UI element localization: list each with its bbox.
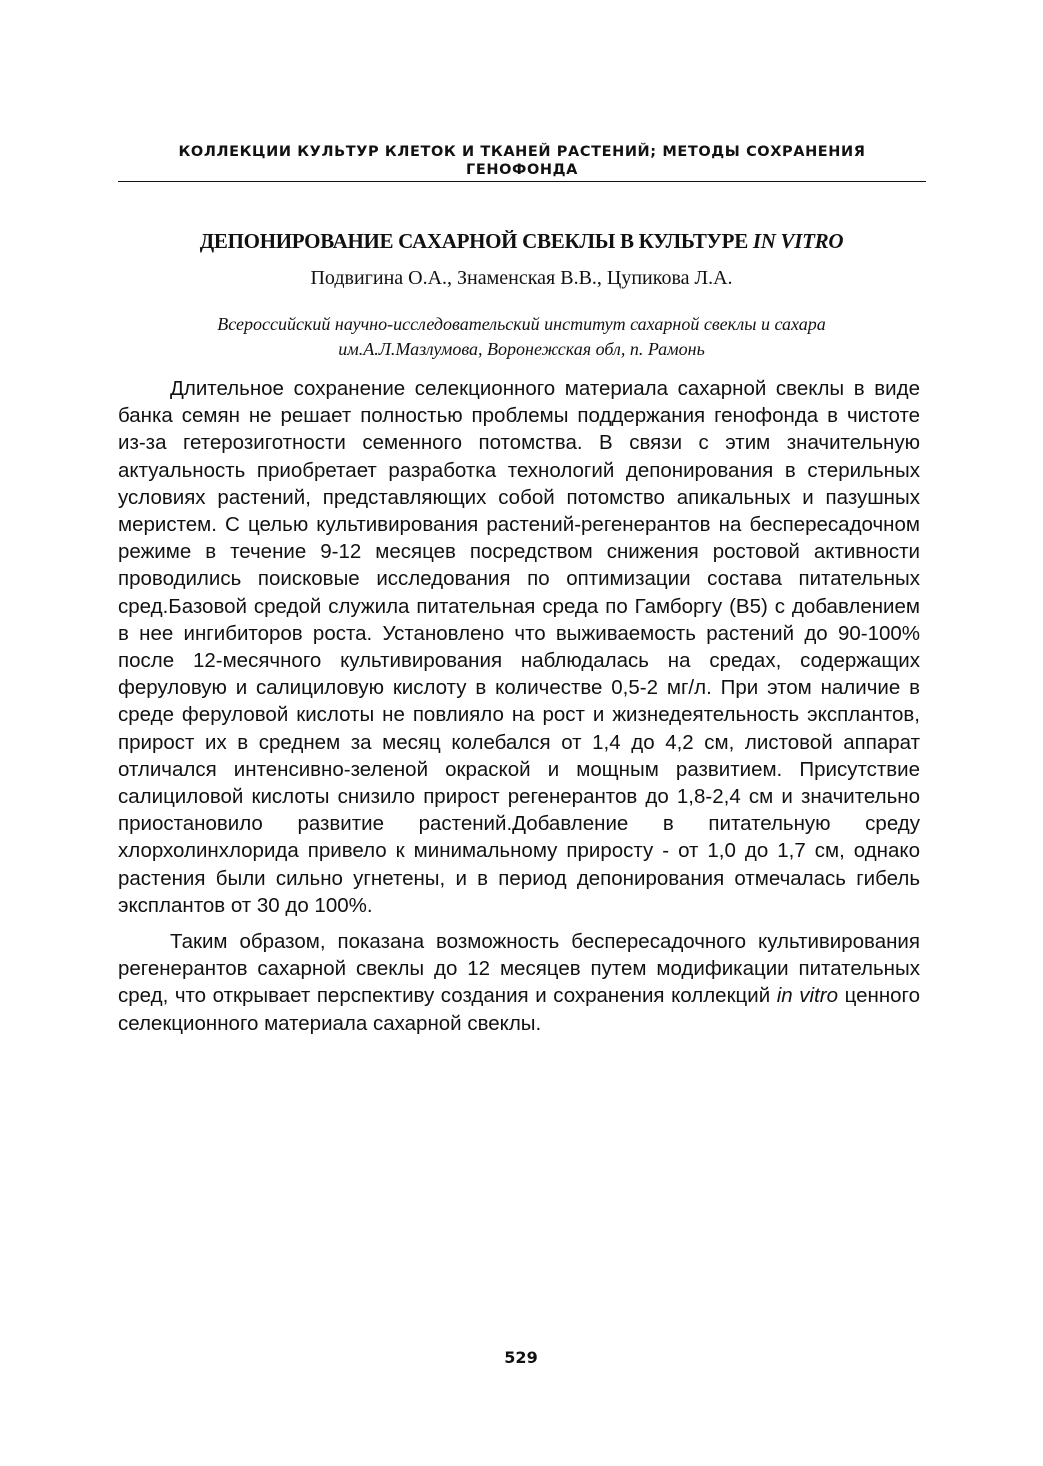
article-title-italic: IN VITRO xyxy=(752,229,844,253)
article-title xyxy=(80,228,963,254)
page-number: 529 xyxy=(504,1348,538,1367)
article-authors: Подвигина О.А., Знаменская В.В., Цупикова Л.А. xyxy=(310,267,733,289)
affiliation-line-2: им.А.Л.Мазлумова, Воронежская обл, п. Рамонь xyxy=(338,339,705,359)
paragraph-2-text-end: ценного селекционного материала сахарной свеклы. xyxy=(118,984,920,1035)
running-header xyxy=(118,143,926,179)
paragraph-2 xyxy=(118,928,920,1037)
article-title-main: ДЕПОНИРОВАНИЕ САХАРНОЙ СВЕКЛЫ В КУЛЬТУРЕ xyxy=(199,229,753,253)
running-header-line-2: ГЕНОФОНДА xyxy=(466,162,578,178)
affiliation-line-1: Всероссийский научно-исследовательский институт сахарной свеклы и сахара xyxy=(217,314,826,334)
paragraph-2-italic-term: in vitro xyxy=(776,984,839,1008)
paragraph-2-text-start: Таким образом, показана возможность беспересадочного культивирования регенерантов сахарной свеклы до 12 месяцев путем модификации питательных сред, что открывает перспективу создания и сохранения коллекций xyxy=(118,930,920,1008)
article-body xyxy=(118,375,920,1037)
running-header-line-1: КОЛЛЕКЦИИ КУЛЬТУР КЛЕТОК И ТКАНЕЙ РАСТЕНИЙ; МЕТОДЫ СОХРАНЕНИЯ xyxy=(178,144,866,160)
header-rule xyxy=(118,181,926,182)
article-affiliation xyxy=(110,312,933,362)
paragraph-1: Длительное сохранение селекционного материала сахарной свеклы в виде банка семян не решает полностью проблемы поддержания генофонда в чистоте из-за гетерозиготности семенного потомства. В связи с этим значительную актуальность приобретает разработка технологий депонирования в стерильных условиях растений, представляющих собой потомство апикальных и пазушных меристем. С целью культивирования растений-регенерантов на беспересадочном режиме в течение 9-12 месяцев посредством снижения ростовой активности проводились поисковые исследования по оптимизации состава питательных сред.Базовой средой служила питательная среда по Гамборгу (В5) с добавлением в нее ингибиторов роста. Установлено что выживаемость растений до 90-100% после 12-месячного культивирования наблюдалась на средах, содержащих феруловую и салициловую кислоту в количестве 0,5-2 мг/л. При этом наличие в среде феруловой кислоты не повлияло на рост и жизнедеятельность эксплантов, прирост их в среднем за месяц колебался от 1,4 до 4,2 см, листовой аппарат отличался интенсивно-зеленой окраской и мощным развитием. Присутствие салициловой кислоты снизило прирост регенерантов до 1,8-2,4 см и значительно приостановило развитие растений.Добавление в питательную среду хлорхолинхлорида привело к минимальному приросту - от 1,0 до 1,7 см, однако растения были сильно угнетены, и в период депонирования отмечалась гибель эксплантов от 30 до 100%. xyxy=(118,377,920,917)
